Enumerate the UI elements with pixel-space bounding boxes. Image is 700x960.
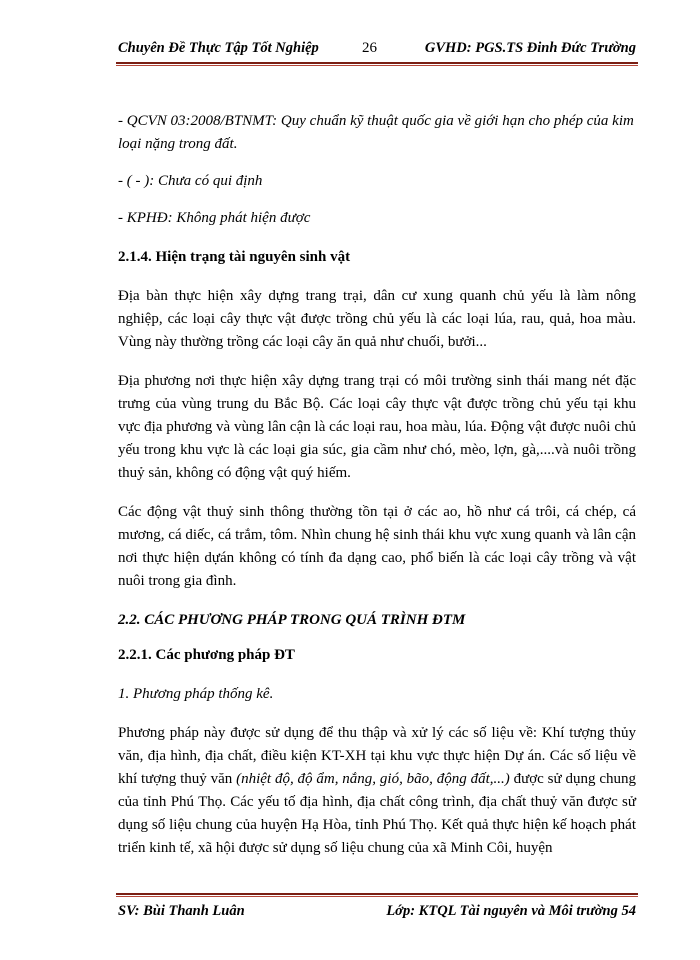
paragraph-3: Các động vật thuỷ sinh thông thường tồn tại ở các ao, hồ như cá trôi, cá chép, cá mương, cá diếc, cá trắm, tôm. Nhìn chung hệ sinh thái khu vực xung quanh và lân cận nơi thực hiện dựán không có tính đa dạng cao, phổ biến là các loại cây trồng và vật nuôi trong gia đình. <box>118 504 636 589</box>
header-rule-thin <box>116 65 638 66</box>
note-undefined: - ( - ): Chưa có qui định <box>118 173 263 189</box>
paragraph-4-italic: (nhiệt độ, độ ẩm, nắng, gió, bão, động đất,...) <box>236 771 510 787</box>
page-footer <box>118 903 636 923</box>
header-supervisor: GVHD: PGS.TS Đinh Đức Trường <box>424 40 636 56</box>
paragraph-4-part-a: Phương pháp này được sử dụng để thu thập và xử lý các số liệu về: Khí tượng thủy văn, địa hình, địa chất, điều kiện KT-XH tại khu vực thực hiện Dự án. Các số liệu về khí tượng thuỷ văn <box>118 725 636 787</box>
page-body <box>118 110 636 860</box>
heading-2-2-1: 2.2.1. Các phương pháp ĐT <box>118 647 295 663</box>
header-rule <box>116 62 638 64</box>
header-title: Chuyên Đề Thực Tập Tốt Nghiệp <box>118 40 319 56</box>
paragraph-1: Địa bàn thực hiện xây dựng trang trại, dân cư xung quanh chủ yếu là làm nông nghiệp, các loại cây thực vật được trồng chủ yếu là các loại lúa, rau, quả, hoa màu. Vùng này thường trồng các loại cây ăn quả như chuối, bưởi... <box>118 288 636 350</box>
paragraph-4-part-b: được sử dụng chung của tỉnh Phú Thọ. Các yếu tố địa hình, địa chất công trình, địa chất thuỷ văn được sử dụng số liệu chung của huyện Hạ Hòa, tỉnh Phú Thọ. Kết quả thực hiện kế hoạch phát triển kinh tế, xã hội được sử dụng số liệu chung của xã Minh Côi, huyện <box>118 771 636 856</box>
heading-2-2: 2.2. CÁC PHƯƠNG PHÁP TRONG QUÁ TRÌNH ĐTM <box>118 612 466 628</box>
footer-rule-thin <box>116 896 638 897</box>
footer-class: Lớp: KTQL Tài nguyên và Môi trường 54 <box>386 903 636 919</box>
note-kphd: - KPHĐ: Không phát hiện được <box>118 210 311 226</box>
paragraph-4 <box>118 722 636 860</box>
footer-student: SV: Bùi Thanh Luân <box>118 903 245 919</box>
subheading-statistical-method: 1. Phương pháp thống kê. <box>118 686 274 702</box>
page-header <box>118 40 636 62</box>
heading-2-1-4: 2.1.4. Hiện trạng tài nguyên sinh vật <box>118 249 351 265</box>
paragraph-2: Địa phương nơi thực hiện xây dựng trang trại có môi trường sinh thái mang nét đặc trưng của vùng trung du Bắc Bộ. Các loại cây thực vật được trồng chủ yếu tại khu vực địa phương và vùng lân cận là các loại rau, hoa màu, lúa. Động vật được nuôi chủ yếu trong khu vực là các loại gia súc, gia cầm như chó, mèo, lợn, gà,....và nuôi trồng thuỷ sản, không có động vật quý hiếm. <box>118 373 636 481</box>
note-qcvn: - QCVN 03:2008/BTNMT: Quy chuẩn kỹ thuật quốc gia về giới hạn cho phép của kim loại nặng trong đất. <box>118 113 634 152</box>
footer-rule <box>116 893 638 895</box>
page-number: 26 <box>362 40 377 56</box>
